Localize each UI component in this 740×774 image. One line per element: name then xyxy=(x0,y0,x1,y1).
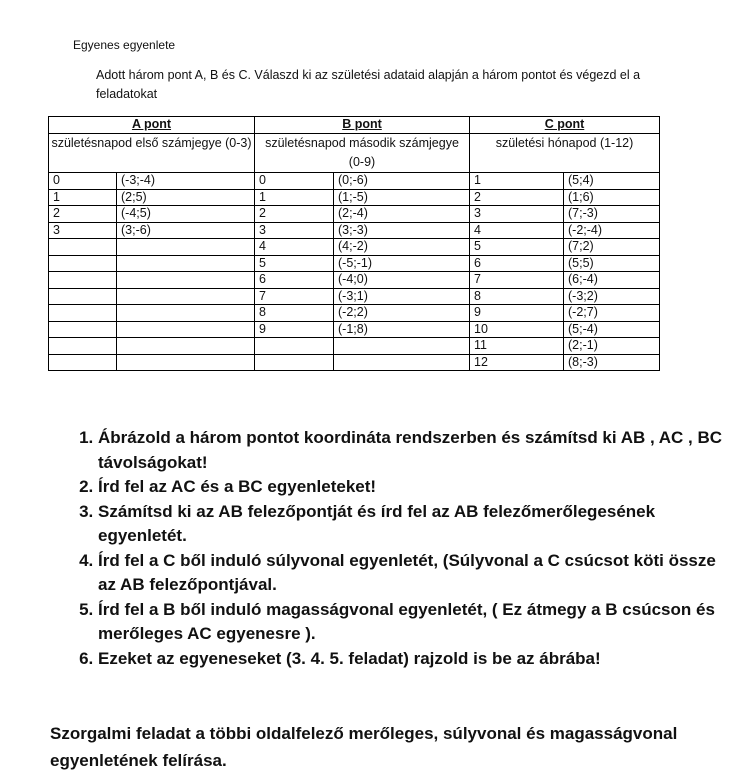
c-coord-cell: (5;-4) xyxy=(564,321,660,338)
c-key-cell: 1 xyxy=(470,173,564,190)
b-coord-cell: (-2;2) xyxy=(334,305,470,322)
a-key-cell xyxy=(49,305,117,322)
a-key-cell xyxy=(49,338,117,355)
b-coord-cell xyxy=(334,338,470,355)
task-item: 3. Számítsd ki az AB felezőpontját és írd fel az AB felezőmerőlegesének egyenletét. xyxy=(98,500,738,549)
b-coord-cell: (-5;-1) xyxy=(334,255,470,272)
a-point-header: A pont xyxy=(49,117,255,134)
table-row xyxy=(49,321,660,338)
task-item: 4. Írd fel a C ből induló súlyvonal egyenletét, (Súlyvonal a C csúcsot köti össze az AB felezőpontjával. xyxy=(98,549,738,598)
b-coord-cell: (-1;8) xyxy=(334,321,470,338)
b-key-cell: 4 xyxy=(255,239,334,256)
b-key-cell xyxy=(255,338,334,355)
b-key-cell: 9 xyxy=(255,321,334,338)
c-key-cell: 5 xyxy=(470,239,564,256)
c-key-cell: 9 xyxy=(470,305,564,322)
a-coord-cell: (3;-6) xyxy=(117,222,255,239)
intro-paragraph: Adott három pont A, B és C. Válaszd ki az születési adataid alapján a három pontot és végezd el a feladatokat xyxy=(96,68,641,101)
task-item: 1. Ábrázold a három pontot koordináta rendszerben és számítsd ki AB , AC , BC távolságokat! xyxy=(98,426,738,475)
table-row xyxy=(49,255,660,272)
c-key-cell: 6 xyxy=(470,255,564,272)
a-coord-cell xyxy=(117,272,255,289)
header-row xyxy=(49,117,660,134)
c-coord-cell: (-3;2) xyxy=(564,288,660,305)
extra-task: Szorgalmi feladat a többi oldalfelező merőleges, súlyvonal és magasságvonal egyenletének felírása. xyxy=(50,724,678,770)
b-coord-cell: (-4;0) xyxy=(334,272,470,289)
c-coord-cell: (7;2) xyxy=(564,239,660,256)
a-coord-cell xyxy=(117,288,255,305)
a-key-cell xyxy=(49,272,117,289)
table-row xyxy=(49,173,660,190)
b-key-cell: 2 xyxy=(255,206,334,223)
table-row xyxy=(49,338,660,355)
a-coord-cell: (2;5) xyxy=(117,189,255,206)
a-coord-cell xyxy=(117,305,255,322)
a-key-cell xyxy=(49,288,117,305)
c-coord-cell: (1;6) xyxy=(564,189,660,206)
a-coord-cell: (-3;-4) xyxy=(117,173,255,190)
a-key-cell: 1 xyxy=(49,189,117,206)
b-key-cell: 5 xyxy=(255,255,334,272)
b-coord-cell: (4;-2) xyxy=(334,239,470,256)
a-coord-cell xyxy=(117,354,255,371)
a-point-description: születésnapod első számjegye (0-3) xyxy=(49,134,255,173)
a-key-cell xyxy=(49,321,117,338)
a-key-cell: 2 xyxy=(49,206,117,223)
b-key-cell: 7 xyxy=(255,288,334,305)
c-key-cell: 10 xyxy=(470,321,564,338)
a-key-cell xyxy=(49,255,117,272)
c-coord-cell: (-2;-4) xyxy=(564,222,660,239)
b-key-cell: 1 xyxy=(255,189,334,206)
document-title: Egyenes egyenlete xyxy=(73,38,176,52)
table-row xyxy=(49,288,660,305)
b-coord-cell xyxy=(334,354,470,371)
b-point-header: B pont xyxy=(255,117,470,134)
c-coord-cell: (7;-3) xyxy=(564,206,660,223)
c-key-cell: 2 xyxy=(470,189,564,206)
b-coord-cell: (2;-4) xyxy=(334,206,470,223)
c-key-cell: 4 xyxy=(470,222,564,239)
a-key-cell: 3 xyxy=(49,222,117,239)
table-row xyxy=(49,189,660,206)
c-key-cell: 3 xyxy=(470,206,564,223)
a-coord-cell xyxy=(117,321,255,338)
b-coord-cell: (1;-5) xyxy=(334,189,470,206)
a-key-cell xyxy=(49,354,117,371)
table-row xyxy=(49,222,660,239)
c-key-cell: 7 xyxy=(470,272,564,289)
b-coord-cell: (-3;1) xyxy=(334,288,470,305)
c-key-cell: 11 xyxy=(470,338,564,355)
c-coord-cell: (5;4) xyxy=(564,173,660,190)
task-item: 6. Ezeket az egyeneseket (3. 4. 5. feladat) rajzold is be az ábrába! xyxy=(98,647,738,672)
c-coord-cell: (5;5) xyxy=(564,255,660,272)
b-coord-cell: (0;-6) xyxy=(334,173,470,190)
c-point-description: születési hónapod (1-12) xyxy=(470,134,660,173)
b-coord-cell: (3;-3) xyxy=(334,222,470,239)
description-row xyxy=(49,134,660,173)
a-coord-cell: (-4;5) xyxy=(117,206,255,223)
c-coord-cell: (-2;7) xyxy=(564,305,660,322)
b-key-cell: 6 xyxy=(255,272,334,289)
a-key-cell xyxy=(49,239,117,256)
task-item: 5. Írd fel a B ből induló magasságvonal egyenletét, ( Ez átmegy a B csúcson és merőleges AC egyenesre ). xyxy=(98,598,738,647)
task-item: 2. Írd fel az AC és a BC egyenleteket! xyxy=(98,475,738,500)
c-key-cell: 8 xyxy=(470,288,564,305)
points-table xyxy=(48,116,660,371)
table-row xyxy=(49,272,660,289)
b-key-cell: 8 xyxy=(255,305,334,322)
table-row xyxy=(49,239,660,256)
task-list xyxy=(72,426,738,671)
c-coord-cell: (2;-1) xyxy=(564,338,660,355)
c-coord-cell: (8;-3) xyxy=(564,354,660,371)
b-key-cell: 3 xyxy=(255,222,334,239)
b-key-cell: 0 xyxy=(255,173,334,190)
b-key-cell xyxy=(255,354,334,371)
table-row xyxy=(49,206,660,223)
table-row xyxy=(49,305,660,322)
a-coord-cell xyxy=(117,338,255,355)
a-key-cell: 0 xyxy=(49,173,117,190)
c-coord-cell: (6;-4) xyxy=(564,272,660,289)
a-coord-cell xyxy=(117,239,255,256)
a-coord-cell xyxy=(117,255,255,272)
c-key-cell: 12 xyxy=(470,354,564,371)
table-row xyxy=(49,354,660,371)
b-point-description: születésnapod második számjegye (0-9) xyxy=(255,134,470,173)
c-point-header: C pont xyxy=(470,117,660,134)
